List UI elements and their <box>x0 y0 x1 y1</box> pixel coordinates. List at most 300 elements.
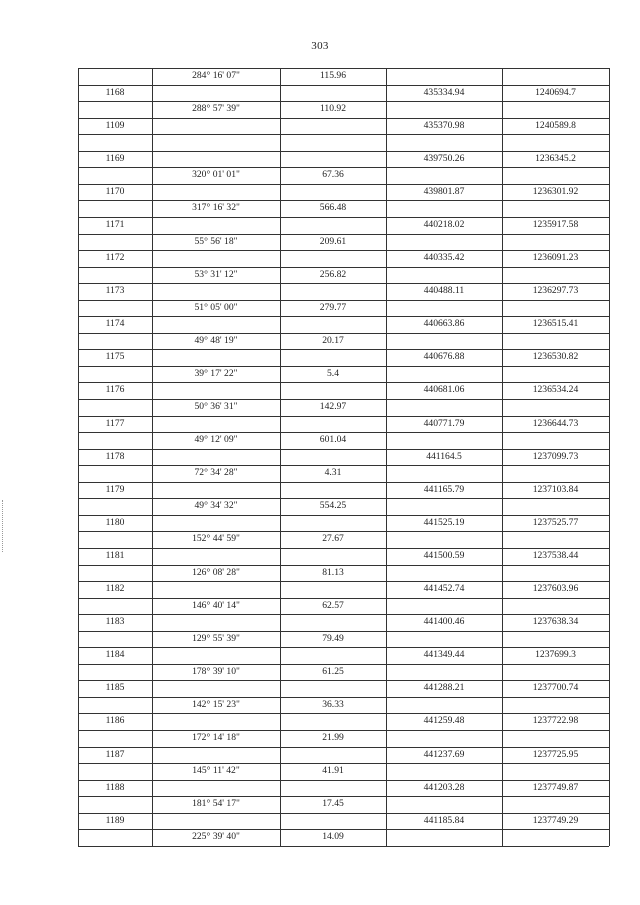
row-divider <box>78 614 609 615</box>
table-row-segment <box>78 366 609 383</box>
angle-cell <box>152 151 280 168</box>
angle-cell <box>152 449 280 466</box>
y-coordinate-cell: 1237103.84 <box>532 483 579 495</box>
distance-cell: 79.49 <box>322 632 344 644</box>
x-coordinate-cell: 439801.87 <box>423 185 465 197</box>
table-row-point <box>78 416 609 433</box>
x-coordinate-cell <box>386 333 502 350</box>
y-coordinate-cell: 1237700.74 <box>532 682 579 694</box>
angle-cell <box>152 548 280 565</box>
table-row-point <box>78 747 609 764</box>
distance-cell <box>280 382 386 399</box>
angle-cell: 225° 39' 40" <box>192 831 240 843</box>
point-id-cell <box>78 399 152 416</box>
x-coordinate-cell: 441288.21 <box>423 682 465 694</box>
row-divider <box>78 118 609 119</box>
y-coordinate-cell: 1237603.96 <box>532 583 579 595</box>
distance-cell: 5.4 <box>327 367 339 379</box>
table-row-point <box>78 515 609 532</box>
table-row-point <box>78 780 609 797</box>
angle-cell: 129° 55' 39" <box>192 632 240 644</box>
point-id-cell: 1173 <box>105 285 125 297</box>
distance-cell: 566.48 <box>319 202 347 214</box>
y-coordinate-cell <box>502 565 609 582</box>
point-id-cell <box>78 730 152 747</box>
point-id-cell <box>78 796 152 813</box>
row-divider <box>78 416 609 417</box>
distance-cell: 17.45 <box>322 798 344 810</box>
table-row-point <box>78 184 609 201</box>
table-row-segment <box>78 300 609 317</box>
distance-cell: 14.09 <box>322 831 344 843</box>
point-id-cell <box>78 432 152 449</box>
distance-cell <box>280 118 386 135</box>
angle-cell <box>152 713 280 730</box>
table-row-point <box>78 713 609 730</box>
y-coordinate-cell: 1237725.95 <box>532 748 579 760</box>
point-id-cell: 1186 <box>105 715 125 727</box>
point-id-cell <box>78 631 152 648</box>
y-coordinate-cell: 1237099.73 <box>532 450 579 462</box>
row-divider <box>78 813 609 814</box>
y-coordinate-cell: 1237525.77 <box>532 516 579 528</box>
table-row-point <box>78 250 609 267</box>
x-coordinate-cell: 441400.46 <box>423 616 465 628</box>
point-id-cell <box>78 498 152 515</box>
y-coordinate-cell <box>502 68 609 85</box>
table-row-segment <box>78 796 609 813</box>
distance-cell <box>280 184 386 201</box>
distance-cell <box>280 713 386 730</box>
point-id-cell: 1168 <box>105 86 125 98</box>
table-row-segment <box>78 498 609 515</box>
distance-cell: 209.61 <box>319 235 347 247</box>
distance-cell: 256.82 <box>319 268 347 280</box>
angle-cell: 152° 44' 59" <box>192 533 240 545</box>
point-id-cell <box>78 697 152 714</box>
table-row-point <box>78 283 609 300</box>
table-row-segment <box>78 68 609 85</box>
row-divider <box>78 167 609 168</box>
x-coordinate-cell: 441185.84 <box>423 814 465 826</box>
distance-cell <box>280 416 386 433</box>
point-id-cell <box>78 763 152 780</box>
point-id-cell <box>78 267 152 284</box>
row-divider <box>78 101 609 102</box>
point-id-cell: 1178 <box>105 450 125 462</box>
distance-cell <box>280 250 386 267</box>
table-row-point <box>78 151 609 168</box>
table-gap-row <box>78 134 609 151</box>
point-id-cell: 1176 <box>105 384 125 396</box>
x-coordinate-cell <box>386 498 502 515</box>
y-coordinate-cell <box>502 763 609 780</box>
row-divider <box>78 581 609 582</box>
table-row-segment <box>78 697 609 714</box>
row-divider <box>78 382 609 383</box>
y-coordinate-cell <box>502 101 609 118</box>
column-divider <box>502 68 503 846</box>
point-id-cell <box>78 366 152 383</box>
distance-cell: 21.99 <box>322 732 344 743</box>
x-coordinate-cell: 440663.86 <box>423 318 465 330</box>
distance-cell <box>280 548 386 565</box>
table-row-point <box>78 482 609 499</box>
angle-cell <box>152 647 280 664</box>
angle-cell <box>152 747 280 764</box>
distance-cell <box>280 747 386 764</box>
y-coordinate-cell: 1235917.58 <box>532 218 579 230</box>
distance-cell: 115.96 <box>319 70 347 81</box>
row-divider <box>78 796 609 797</box>
point-id-cell: 1183 <box>105 616 125 628</box>
y-coordinate-cell <box>502 234 609 251</box>
distance-cell: 41.91 <box>322 765 344 777</box>
point-id-cell <box>78 465 152 482</box>
row-divider <box>78 349 609 350</box>
y-coordinate-cell <box>502 333 609 350</box>
table-row-segment <box>78 465 609 482</box>
y-coordinate-cell <box>502 167 609 184</box>
x-coordinate-cell: 441164.5 <box>426 450 462 462</box>
distance-cell: 61.25 <box>322 665 344 677</box>
point-id-cell: 1179 <box>105 483 125 495</box>
angle-cell: 320° 01' 01" <box>192 169 240 181</box>
point-id-cell: 1188 <box>105 781 125 793</box>
row-divider <box>78 498 609 499</box>
row-divider <box>78 465 609 466</box>
table-row-point <box>78 680 609 697</box>
y-coordinate-cell <box>502 829 609 846</box>
angle-cell: 284° 16' 07" <box>192 70 240 81</box>
table-row-point <box>78 217 609 234</box>
point-id-cell <box>78 565 152 582</box>
y-coordinate-cell: 1237749.87 <box>532 781 579 793</box>
row-divider <box>78 697 609 698</box>
row-divider <box>78 316 609 317</box>
point-id-cell <box>78 531 152 548</box>
table-row-point <box>78 581 609 598</box>
row-divider <box>78 730 609 731</box>
y-coordinate-cell <box>502 200 609 217</box>
table-row-segment <box>78 333 609 350</box>
distance-cell <box>280 85 386 102</box>
point-id-cell <box>78 300 152 317</box>
y-coordinate-cell: 1237699.3 <box>535 649 576 661</box>
x-coordinate-cell <box>386 796 502 813</box>
row-divider <box>78 300 609 301</box>
distance-cell <box>280 151 386 168</box>
table-row-segment <box>78 631 609 648</box>
y-coordinate-cell <box>502 796 609 813</box>
x-coordinate-cell: 440771.79 <box>423 417 465 429</box>
row-divider <box>78 780 609 781</box>
distance-cell: 20.17 <box>322 334 344 346</box>
y-coordinate-cell: 1236515.41 <box>532 318 579 330</box>
distance-cell: 142.97 <box>319 401 347 412</box>
y-coordinate-cell: 1236534.24 <box>532 384 579 396</box>
table-row-segment <box>78 167 609 184</box>
angle-cell <box>152 349 280 366</box>
angle-cell <box>152 780 280 797</box>
row-divider <box>78 432 609 433</box>
angle-cell: 178° 39' 10" <box>192 665 240 677</box>
x-coordinate-cell <box>386 167 502 184</box>
y-coordinate-cell: 1237749.29 <box>532 814 579 826</box>
x-coordinate-cell <box>386 300 502 317</box>
row-divider <box>78 366 609 367</box>
x-coordinate-cell <box>386 631 502 648</box>
y-coordinate-cell <box>502 432 609 449</box>
x-coordinate-cell <box>386 101 502 118</box>
y-coordinate-cell: 1236530.82 <box>532 351 579 363</box>
table-row-point <box>78 118 609 135</box>
row-divider <box>78 829 609 830</box>
distance-cell <box>280 449 386 466</box>
angle-cell: 72° 34' 28" <box>194 467 238 479</box>
angle-cell <box>152 316 280 333</box>
angle-cell <box>152 250 280 267</box>
angle-cell <box>152 482 280 499</box>
x-coordinate-cell: 435370.98 <box>423 119 465 131</box>
angle-cell <box>152 614 280 631</box>
point-id-cell: 1172 <box>105 252 125 264</box>
column-divider <box>609 68 610 846</box>
angle-cell <box>152 813 280 830</box>
x-coordinate-cell: 440335.42 <box>423 252 465 264</box>
x-coordinate-cell <box>386 763 502 780</box>
table-row-point <box>78 813 609 830</box>
y-coordinate-cell <box>502 697 609 714</box>
distance-cell <box>280 581 386 598</box>
x-coordinate-cell <box>386 565 502 582</box>
table-row-point <box>78 548 609 565</box>
angle-cell: 145° 11' 42" <box>192 765 240 777</box>
point-id-cell <box>78 598 152 615</box>
x-coordinate-cell <box>386 697 502 714</box>
angle-cell <box>152 283 280 300</box>
x-coordinate-cell: 441500.59 <box>423 549 465 561</box>
table-row-segment <box>78 730 609 747</box>
angle-cell: 55° 56' 18" <box>194 235 238 247</box>
angle-cell <box>152 118 280 135</box>
distance-cell: 27.67 <box>322 533 344 545</box>
angle-cell: 50° 36' 31" <box>194 401 238 412</box>
angle-cell: 51° 05' 00" <box>194 301 238 313</box>
x-coordinate-cell <box>386 598 502 615</box>
y-coordinate-cell: 1236091.23 <box>532 252 579 264</box>
row-divider <box>78 217 609 218</box>
row-divider <box>78 763 609 764</box>
distance-cell: 36.33 <box>322 698 344 710</box>
row-divider <box>78 548 609 549</box>
point-id-cell <box>78 200 152 217</box>
y-coordinate-cell: 1237638.34 <box>532 616 579 628</box>
column-divider <box>280 68 281 846</box>
table-row-segment <box>78 763 609 780</box>
point-id-cell: 1180 <box>105 516 125 528</box>
row-divider <box>78 680 609 681</box>
row-divider <box>78 68 609 69</box>
x-coordinate-cell <box>386 366 502 383</box>
row-divider <box>78 200 609 201</box>
angle-cell <box>152 184 280 201</box>
row-divider <box>78 598 609 599</box>
x-coordinate-cell <box>386 267 502 284</box>
point-id-cell: 1109 <box>105 119 125 131</box>
margin-mark <box>2 500 5 552</box>
row-divider <box>78 85 609 86</box>
x-coordinate-cell <box>386 730 502 747</box>
x-coordinate-cell: 441259.48 <box>423 715 465 727</box>
x-coordinate-cell <box>386 399 502 416</box>
angle-cell: 146° 40' 14" <box>192 599 240 611</box>
x-coordinate-cell: 440676.88 <box>423 351 465 363</box>
row-divider <box>78 333 609 334</box>
x-coordinate-cell <box>386 829 502 846</box>
table-row-segment <box>78 101 609 118</box>
table-row-point <box>78 382 609 399</box>
row-divider <box>78 151 609 152</box>
x-coordinate-cell <box>386 200 502 217</box>
point-id-cell <box>78 167 152 184</box>
distance-cell <box>280 482 386 499</box>
distance-cell: 110.92 <box>319 103 347 115</box>
row-divider <box>78 747 609 748</box>
point-id-cell: 1170 <box>105 185 125 197</box>
point-id-cell: 1174 <box>105 318 125 330</box>
distance-cell: 62.57 <box>322 599 344 611</box>
point-id-cell: 1189 <box>105 814 125 826</box>
y-coordinate-cell <box>502 300 609 317</box>
y-coordinate-cell: 1236297.73 <box>532 285 579 297</box>
row-divider <box>78 267 609 268</box>
distance-cell <box>280 813 386 830</box>
angle-cell <box>152 680 280 697</box>
table-row-segment <box>78 399 609 416</box>
y-coordinate-cell <box>502 664 609 681</box>
angle-cell: 172° 14' 18" <box>192 732 240 743</box>
row-divider <box>78 399 609 400</box>
point-id-cell: 1175 <box>105 351 125 363</box>
table-row-point <box>78 614 609 631</box>
distance-cell <box>280 515 386 532</box>
page-number: 303 <box>311 40 329 52</box>
row-divider <box>78 482 609 483</box>
x-coordinate-cell: 440218.02 <box>423 218 465 230</box>
y-coordinate-cell: 1237722.98 <box>532 715 579 727</box>
row-divider <box>78 250 609 251</box>
x-coordinate-cell: 441165.79 <box>423 483 465 495</box>
distance-cell <box>280 614 386 631</box>
angle-cell <box>152 382 280 399</box>
point-id-cell: 1184 <box>105 649 125 661</box>
y-coordinate-cell: 1240694.7 <box>535 86 576 98</box>
angle-cell <box>152 581 280 598</box>
x-coordinate-cell <box>386 465 502 482</box>
y-coordinate-cell: 1237538.44 <box>532 549 579 561</box>
point-id-cell: 1171 <box>105 218 125 230</box>
point-id-cell <box>78 68 152 85</box>
x-coordinate-cell <box>386 68 502 85</box>
table-row-segment <box>78 664 609 681</box>
row-divider <box>78 184 609 185</box>
angle-cell: 53° 31' 12" <box>194 268 238 280</box>
angle-cell: 317° 16' 32" <box>192 202 240 214</box>
coordinates-table <box>78 68 609 846</box>
row-divider <box>78 234 609 235</box>
angle-cell: 49° 34' 32" <box>194 500 238 512</box>
table-row-point <box>78 349 609 366</box>
distance-cell <box>280 316 386 333</box>
y-coordinate-cell <box>502 366 609 383</box>
distance-cell <box>280 680 386 697</box>
angle-cell <box>152 515 280 532</box>
y-coordinate-cell <box>502 531 609 548</box>
table-row-point <box>78 647 609 664</box>
angle-cell: 39° 17' 22" <box>194 367 238 379</box>
x-coordinate-cell: 440488.11 <box>423 285 465 297</box>
angle-cell: 49° 12' 09" <box>194 434 238 446</box>
row-divider <box>78 134 609 135</box>
point-id-cell: 1182 <box>105 583 125 595</box>
point-id-cell: 1181 <box>105 549 125 561</box>
angle-cell: 288° 57' 39" <box>192 103 240 115</box>
x-coordinate-cell <box>386 432 502 449</box>
table-row-segment <box>78 531 609 548</box>
x-coordinate-cell: 435334.94 <box>423 86 465 98</box>
table-row-segment <box>78 598 609 615</box>
x-coordinate-cell: 441349.44 <box>423 649 465 661</box>
x-coordinate-cell: 441452.74 <box>423 583 465 595</box>
row-divider <box>78 565 609 566</box>
point-id-cell <box>78 664 152 681</box>
row-divider <box>78 449 609 450</box>
row-divider <box>78 531 609 532</box>
y-coordinate-cell <box>502 598 609 615</box>
y-coordinate-cell <box>502 267 609 284</box>
distance-cell: 4.31 <box>324 467 342 479</box>
table-row-point <box>78 449 609 466</box>
angle-cell <box>152 416 280 433</box>
table-row-segment <box>78 234 609 251</box>
row-divider <box>78 846 609 847</box>
x-coordinate-cell <box>386 531 502 548</box>
y-coordinate-cell: 1236345.2 <box>535 152 576 164</box>
y-coordinate-cell <box>502 631 609 648</box>
point-id-cell: 1185 <box>105 682 125 694</box>
distance-cell: 81.13 <box>322 566 344 578</box>
distance-cell <box>280 647 386 664</box>
table-row-segment <box>78 829 609 846</box>
table-row-segment <box>78 565 609 582</box>
column-divider <box>152 68 153 846</box>
distance-cell <box>280 283 386 300</box>
x-coordinate-cell: 441237.69 <box>423 748 465 760</box>
distance-cell <box>280 780 386 797</box>
x-coordinate-cell <box>386 664 502 681</box>
row-divider <box>78 647 609 648</box>
x-coordinate-cell: 439750.26 <box>423 152 465 164</box>
point-id-cell <box>78 101 152 118</box>
y-coordinate-cell <box>502 399 609 416</box>
point-id-cell <box>78 829 152 846</box>
distance-cell <box>280 349 386 366</box>
angle-cell <box>152 85 280 102</box>
table-row-segment <box>78 200 609 217</box>
row-divider <box>78 283 609 284</box>
table-row-segment <box>78 267 609 284</box>
